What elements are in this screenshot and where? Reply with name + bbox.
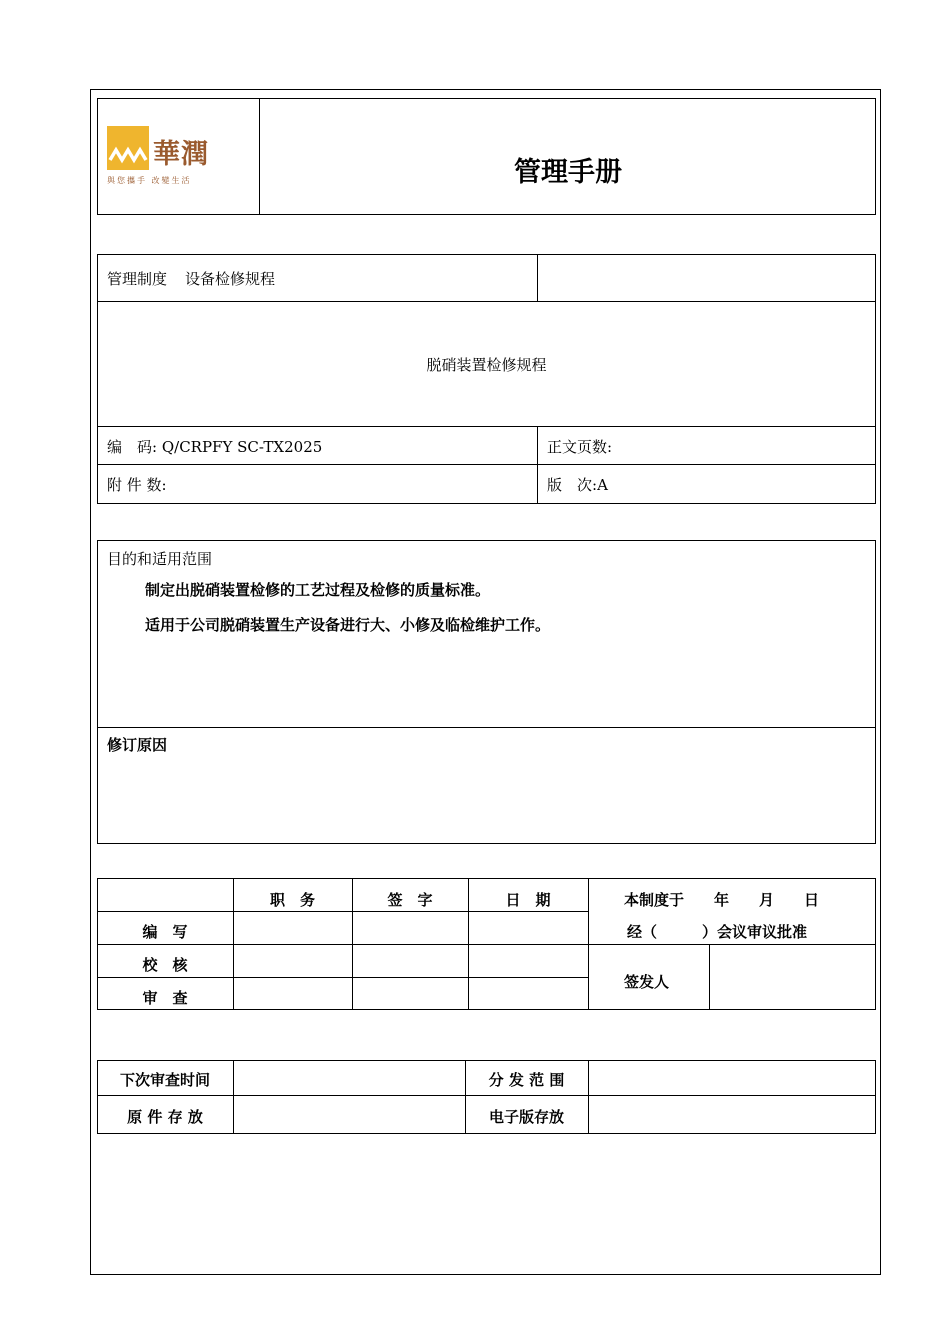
logo-mark-icon xyxy=(107,126,149,170)
row-check: 校 核 xyxy=(142,956,188,974)
distribution-row-divider xyxy=(97,1095,876,1096)
original-label: 原 件 存 放 xyxy=(127,1108,203,1126)
category-name: 设备检修规程 xyxy=(185,270,276,288)
version-value: A xyxy=(597,476,608,494)
approval-row-2 xyxy=(97,944,876,945)
scope-line-2: 适用于公司脱硝装置生产设备进行大、小修及临检维护工作。 xyxy=(145,616,551,634)
company-logo xyxy=(107,126,225,188)
doc-info-divider-bottom xyxy=(537,426,538,504)
distribution-col-3 xyxy=(588,1060,589,1134)
doc-category xyxy=(107,268,275,289)
scope-heading: 目的和适用范围 xyxy=(107,550,213,568)
attach-label: 附 件 数: xyxy=(107,476,167,494)
issuer-label: 签发人 xyxy=(624,973,670,991)
next-review-label: 下次审查时间 xyxy=(119,1071,210,1089)
doc-info-block xyxy=(97,254,876,504)
code-label: 编 码: xyxy=(107,438,158,456)
col-date: 日 期 xyxy=(505,891,551,909)
distribution-col-1 xyxy=(233,1060,234,1134)
logo-slogan: 與您攜手 改變生活 xyxy=(107,176,192,185)
doc-code xyxy=(107,436,322,457)
approve-line-1: 本制度于 年 月 日 xyxy=(624,891,820,909)
col-signature: 签 字 xyxy=(387,891,433,909)
approval-row-3 xyxy=(97,977,588,978)
doc-version xyxy=(547,474,608,495)
version-label: 版 次: xyxy=(547,476,598,494)
logo-brand-text: 華潤 xyxy=(153,139,209,170)
row-write: 编 写 xyxy=(142,923,188,941)
scope-line-1: 制定出脱硝装置检修的工艺过程及检修的质量标准。 xyxy=(145,581,491,599)
doc-info-line-1 xyxy=(97,301,876,302)
doc-info-line-2 xyxy=(97,426,876,427)
code-value: Q/CRPFY SC-TX2025 xyxy=(161,438,323,456)
pages-label: 正文页数: xyxy=(547,438,613,456)
category-label: 管理制度 xyxy=(107,270,168,288)
approval-col-5 xyxy=(709,944,710,1010)
doc-info-divider-top xyxy=(537,254,538,301)
doc-title: 脱硝装置检修规程 xyxy=(426,356,547,374)
page-title: 管理手册 xyxy=(514,157,622,188)
approval-row-1 xyxy=(97,911,588,912)
scope-label: 分 发 范 围 xyxy=(488,1071,565,1089)
row-review: 审 查 xyxy=(142,989,188,1007)
revision-heading: 修订原因 xyxy=(107,736,168,754)
doc-info-line-3 xyxy=(97,464,876,465)
electronic-label: 电子版存放 xyxy=(488,1108,564,1126)
approve-line-2: 经（ ）会议审议批准 xyxy=(627,923,808,941)
scope-divider xyxy=(97,727,876,728)
col-position: 职 务 xyxy=(269,891,315,909)
